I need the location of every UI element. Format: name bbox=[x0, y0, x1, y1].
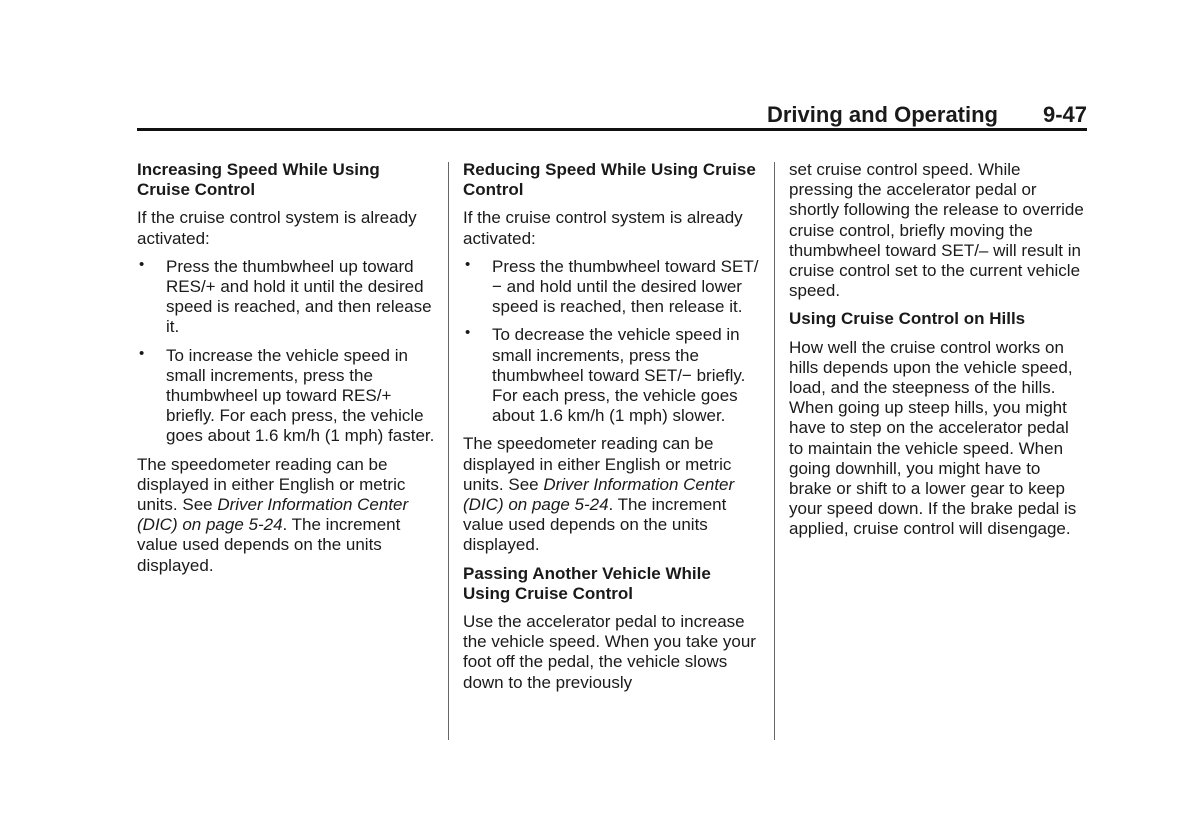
reducing-speed-heading: Reducing Speed While Using Cruise Control bbox=[463, 160, 756, 200]
list-item bbox=[137, 346, 435, 447]
bullet-icon: • bbox=[139, 255, 145, 273]
paragraph-text: The speedometer reading can be displayed in either English or metric units. See bbox=[463, 434, 732, 494]
cross-reference-link[interactable]: Driver Information Center (DIC) on page 5-24 bbox=[463, 474, 735, 515]
bullet-list bbox=[137, 257, 435, 447]
list-item bbox=[137, 257, 435, 338]
intro-paragraph: If the cruise control system is already activated: bbox=[137, 208, 417, 248]
intro-paragraph: If the cruise control system is already activated: bbox=[463, 208, 743, 248]
column-1 bbox=[137, 160, 435, 584]
column-3 bbox=[789, 160, 1087, 548]
header-rule bbox=[137, 128, 1087, 131]
cross-reference-link[interactable]: Driver Information Center (DIC) on page 5-24 bbox=[137, 495, 409, 535]
list-item-text: To decrease the vehicle speed in small increments, press the thumbwheel toward SET/− briefly. For each press, the vehicle goes about 1.6 km/h (1 mph) slower. bbox=[492, 325, 746, 426]
section-title: Driving and Operating bbox=[766, 102, 998, 127]
list-item-text: Press the thumbwheel up toward RES/+ and hold it until the desired speed is reached, and then release it. bbox=[166, 256, 432, 337]
paragraph-text: . The increment value used depends on the units displayed. bbox=[137, 515, 401, 575]
bullet-icon: • bbox=[465, 324, 471, 342]
column-divider bbox=[774, 162, 775, 740]
list-item bbox=[463, 325, 761, 426]
list-item-text: To increase the vehicle speed in small increments, press the thumbwheel up toward RES/+ briefly. For each press, the vehicle goes about 1.6 km/h (1 mph) faster. bbox=[166, 345, 435, 446]
speedometer-paragraph bbox=[463, 434, 761, 555]
list-item bbox=[463, 257, 761, 318]
paragraph-text: . The increment value used depends on the units displayed. bbox=[463, 495, 727, 555]
page-header bbox=[137, 100, 1087, 130]
bullet-icon: • bbox=[465, 255, 471, 273]
speedometer-paragraph bbox=[137, 455, 435, 576]
page-number: 9-47 bbox=[1042, 102, 1087, 127]
passing-paragraph: Use the accelerator pedal to increase the vehicle speed. When you take your foot off the pedal, the vehicle slows down to the previously bbox=[463, 612, 756, 692]
increasing-speed-heading: Increasing Speed While Using Cruise Control bbox=[137, 160, 380, 200]
hills-heading: Using Cruise Control on Hills bbox=[789, 309, 1026, 329]
bullet-icon: • bbox=[139, 344, 145, 362]
paragraph-text: The speedometer reading can be displayed in either English or metric units. See bbox=[137, 454, 406, 515]
hills-paragraph: How well the cruise control works on hills depends upon the vehicle speed, load, and the steepness of the hills. When going up steep hills, you might have to step on the accelerator pedal to maintain the vehicle speed. When going downhill, you might have to brake or shift to a lower gear to keep your speed down. If the brake pedal is applied, cruise control will disengage. bbox=[789, 337, 1077, 539]
bullet-list bbox=[463, 257, 761, 427]
list-item-text: Press the thumbwheel toward SET/− and hold until the desired lower speed is reached, then release it. bbox=[492, 256, 759, 317]
column-2 bbox=[463, 160, 761, 701]
continued-paragraph: set cruise control speed. While pressing the accelerator pedal or shortly following the release to override cruise control, briefly moving the thumbwheel toward SET/– will result in cruise control set to the current vehicle speed. bbox=[789, 160, 1084, 301]
passing-vehicle-heading: Passing Another Vehicle While Using Cruise Control bbox=[463, 563, 711, 603]
column-divider bbox=[448, 162, 449, 740]
